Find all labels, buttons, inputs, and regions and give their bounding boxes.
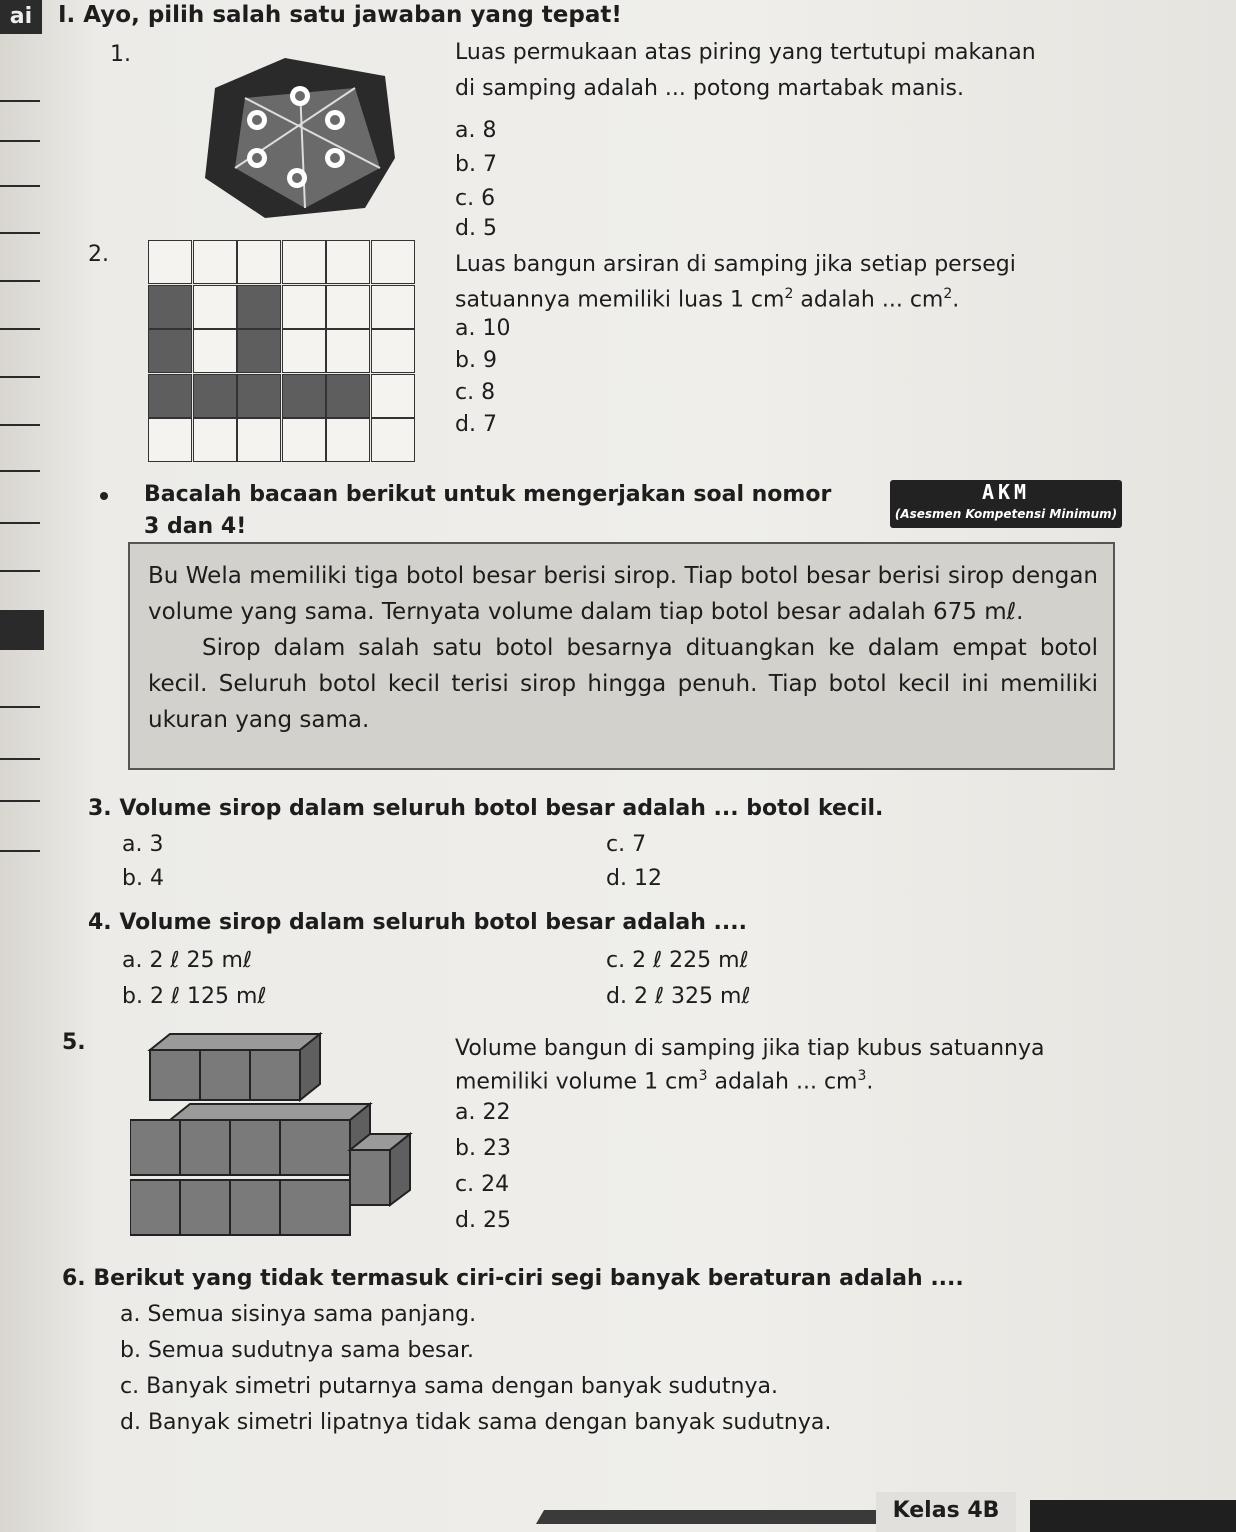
grid-cell [193, 418, 237, 462]
q2-number: 2. [88, 242, 109, 267]
q2-option-b[interactable]: b. 9 [455, 348, 497, 373]
q2-option-d[interactable]: d. 7 [455, 412, 497, 437]
q1-option-c[interactable]: c. 6 [455, 186, 496, 211]
margin-line [0, 232, 40, 234]
class-label: Kelas 4B [876, 1492, 1016, 1532]
q1-text-line1: Luas permukaan atas piring yang tertutupi makanan [455, 40, 1036, 65]
grid-cell [237, 374, 281, 418]
q6-text: 6. Berikut yang tidak termasuk ciri-ciri segi banyak beraturan adalah .... [62, 1266, 964, 1291]
corner-chip: ai [0, 0, 42, 34]
grid-cell [193, 329, 237, 373]
margin-line [0, 470, 40, 472]
q6-option-b[interactable]: b. Semua sudutnya sama besar. [120, 1338, 474, 1363]
martabak-plate-image [205, 58, 395, 218]
margin-line [0, 100, 40, 102]
q3-option-a[interactable]: a. 3 [122, 832, 164, 857]
q1-option-b[interactable]: b. 7 [455, 152, 497, 177]
q6-option-c[interactable]: c. Banyak simetri putarnya sama dengan banyak sudutnya. [120, 1374, 778, 1399]
intro-line1: Bacalah bacaan berikut untuk mengerjakan soal nomor [144, 482, 832, 507]
margin-line [0, 850, 40, 852]
grid-cell [193, 240, 237, 284]
grid-cell [282, 240, 326, 284]
grid-cell [193, 374, 237, 418]
margin-line [0, 328, 40, 330]
q5-option-d[interactable]: d. 25 [455, 1208, 511, 1233]
q5-text-line1: Volume bangun di samping jika tiap kubus satuannya [455, 1036, 1045, 1061]
q3-option-c[interactable]: c. 7 [606, 832, 647, 857]
grid-cell [326, 418, 370, 462]
grid-cell [282, 418, 326, 462]
akm-subtitle: (Asesmen Kompetensi Minimum) [894, 507, 1118, 521]
q3-text: 3. Volume sirop dalam seluruh botol besar adalah ... botol kecil. [88, 796, 884, 821]
q2-text-line2: satuannya memiliki luas 1 $cm^2$ adalah ... $cm^2$. [455, 286, 960, 313]
grid-cell [282, 285, 326, 329]
grid-cell [237, 285, 281, 329]
margin-line [0, 522, 40, 524]
grid-cell [193, 285, 237, 329]
margin-line [0, 758, 40, 760]
q3-option-b[interactable]: b. 4 [122, 866, 164, 891]
grid-cell [148, 285, 192, 329]
margin-tab [0, 610, 44, 650]
unit-cube-stack-image [130, 1030, 420, 1240]
q2-text-line1: Luas bangun arsiran di samping jika setiap persegi [455, 252, 1016, 277]
akm-title: AKM [981, 480, 1031, 504]
margin-line [0, 280, 40, 282]
q3-option-d[interactable]: d. 12 [606, 866, 662, 891]
shaded-grid-figure [148, 240, 416, 464]
passage-paragraph-1: Bu Wela memiliki tiga botol besar berisi sirop. Tiap botol besar berisi sirop dengan volume yang sama. Ternyata volume dalam tiap botol besar adalah 675 mℓ. [148, 563, 1098, 625]
akm-badge [890, 480, 1122, 528]
q4-option-b[interactable]: b. 2 ℓ 125 mℓ [122, 984, 267, 1009]
grid-cell [371, 240, 415, 284]
q5-option-a[interactable]: a. 22 [455, 1100, 511, 1125]
grid-cell [371, 418, 415, 462]
margin-line [0, 376, 40, 378]
q1-option-a[interactable]: a. 8 [455, 118, 497, 143]
q1-number: 1. [110, 42, 131, 67]
q5-option-c[interactable]: c. 24 [455, 1172, 510, 1197]
q6-option-a[interactable]: a. Semua sisinya sama panjang. [120, 1302, 477, 1327]
grid-cell [148, 374, 192, 418]
grid-cell [326, 240, 370, 284]
intro-line2: 3 dan 4! [144, 514, 247, 539]
grid-cell [326, 329, 370, 373]
q1-option-d[interactable]: d. 5 [455, 216, 497, 241]
q5-number: 5. [62, 1030, 86, 1055]
grid-cell [148, 240, 192, 284]
q2-option-a[interactable]: a. 10 [455, 316, 511, 341]
q4-text: 4. Volume sirop dalam seluruh botol besar adalah .... [88, 910, 747, 935]
margin-line [0, 800, 40, 802]
grid-cell [282, 329, 326, 373]
margin-line [0, 140, 40, 142]
grid-cell [148, 329, 192, 373]
q1-text-line2: di samping adalah ... potong martabak manis. [455, 76, 964, 101]
grid-cell [326, 285, 370, 329]
grid-cell [237, 329, 281, 373]
section-title: I. Ayo, pilih salah satu jawaban yang tepat! [58, 2, 622, 28]
reading-passage-box [128, 542, 1115, 770]
grid-cell [282, 374, 326, 418]
bullet-icon [100, 492, 108, 500]
q5-text-line2: memiliki volume 1 $cm^3$ adalah ... $cm^3$. [455, 1068, 874, 1095]
q4-option-c[interactable]: c. 2 ℓ 225 mℓ [606, 948, 749, 973]
q4-option-d[interactable]: d. 2 ℓ 325 mℓ [606, 984, 751, 1009]
footer-bar [1030, 1500, 1236, 1532]
q5-option-b[interactable]: b. 23 [455, 1136, 511, 1161]
grid-cell [326, 374, 370, 418]
margin-line [0, 570, 40, 572]
q6-option-d[interactable]: d. Banyak simetri lipatnya tidak sama dengan banyak sudutnya. [120, 1410, 832, 1435]
margin-line [0, 424, 40, 426]
q4-option-a[interactable]: a. 2 ℓ 25 mℓ [122, 948, 253, 973]
grid-cell [371, 285, 415, 329]
q2-option-c[interactable]: c. 8 [455, 380, 496, 405]
margin-line [0, 185, 40, 187]
grid-cell [148, 418, 192, 462]
grid-cell [371, 329, 415, 373]
grid-cell [237, 418, 281, 462]
grid-cell [371, 374, 415, 418]
passage-paragraph-2: Sirop dalam salah satu botol besarnya dituangkan ke dalam empat botol kecil. Seluruh botol kecil terisi sirop hingga penuh. Tiap botol kecil ini memiliki ukuran yang sama. [148, 635, 1098, 733]
grid-cell [237, 240, 281, 284]
margin-line [0, 706, 40, 708]
